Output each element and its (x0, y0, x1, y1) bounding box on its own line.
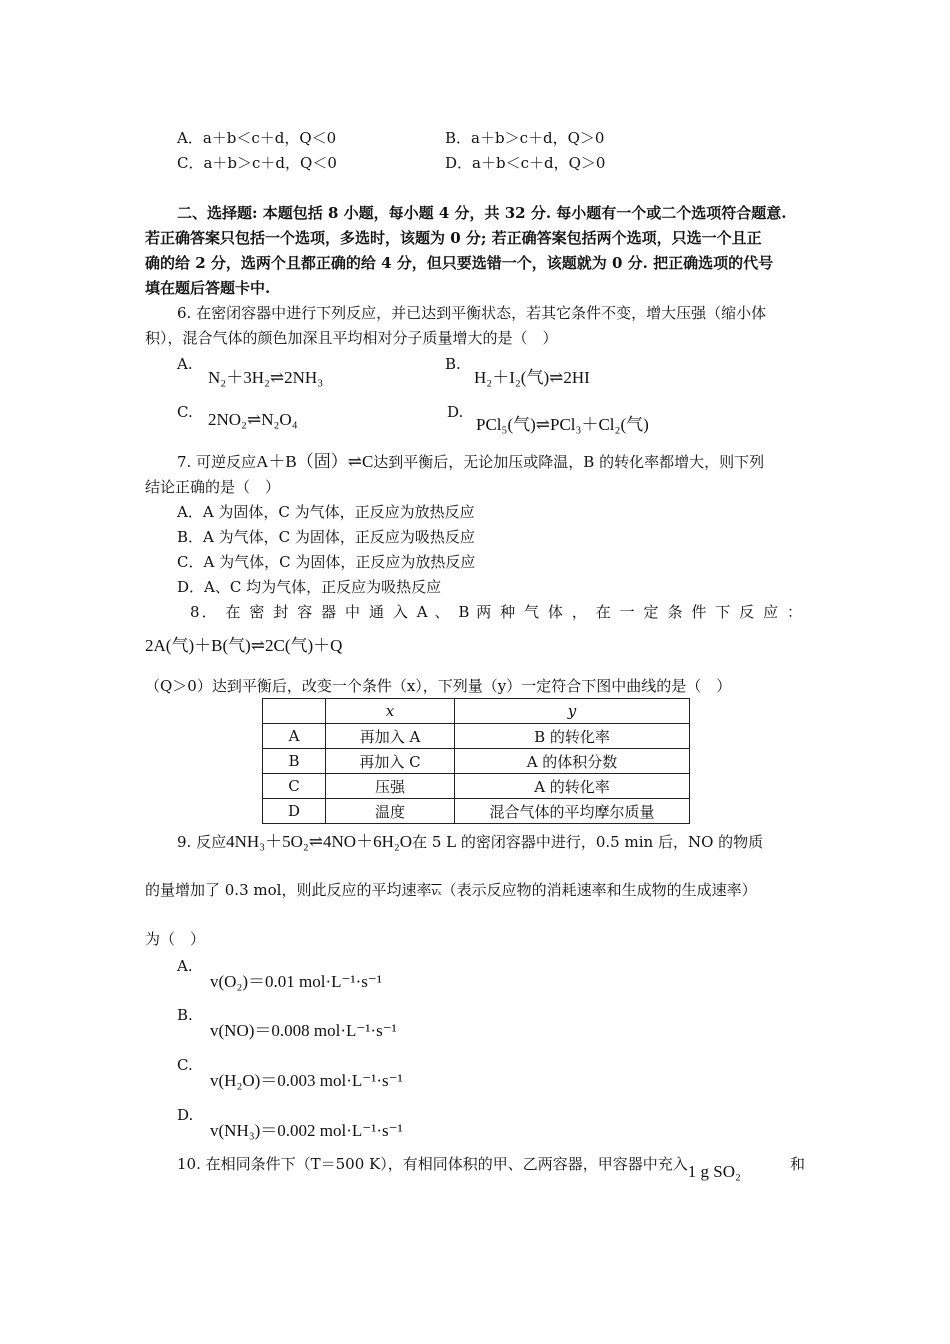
table-cell: C (263, 774, 326, 799)
q8-equation: 2A(气)＋B(气)⇌2C(气)＋Q (145, 636, 343, 655)
q10-amount: 1 g SO₂ (687, 1162, 741, 1181)
q5-option-a: A．a＋b＜c＋d，Q＜0 (177, 129, 337, 147)
section2-line4: 填在题后答题卡中. (145, 279, 271, 297)
q9-stem-line3: 为（ ） (145, 930, 206, 948)
q8-table (262, 698, 690, 824)
q9-stem-line1 (177, 832, 763, 852)
table-cell: 温度 (326, 799, 455, 824)
q6-stem-line2: 积），混合气体的颜色加深且平均相对分子质量增大的是（ ） (145, 329, 558, 347)
q6-label-a: A. (177, 355, 193, 373)
table-header-cell: y (455, 699, 690, 724)
section2-line1: 二、选择题: 本题包括 8 小题，每小题 4 分，共 32 分. 每小题有一个或二个选项符合题意. (177, 204, 787, 222)
q9-label-d: D. (177, 1106, 194, 1124)
q9-label-c: C. (177, 1056, 193, 1074)
table-header-cell (263, 699, 326, 724)
q6-equation-a: N₂＋3H₂⇌2NH₃ (208, 368, 324, 387)
q7-option-a: A．A 为固体，C 为气体，正反应为放热反应 (177, 503, 475, 521)
table-cell: B 的转化率 (455, 724, 690, 749)
q9-option-c: v(H₂O)＝0.003 mol·L⁻¹·s⁻¹ (210, 1071, 403, 1090)
table-row (263, 774, 690, 799)
table-cell: 压强 (326, 774, 455, 799)
table-row (263, 749, 690, 774)
q8-stem-line3: （Q＞0）达到平衡后，改变一个条件（x），下列量（y）一定符合下图中曲线的是（ ） (145, 677, 732, 695)
q9-suffix: 在 5 L 的密闭容器中进行，0.5 min 后，NO 的物质 (412, 833, 764, 851)
q8-stem-line1: 8． 在 密 封 容 器 中 通 入 A 、 B 两 种 气 体 ， 在 一 定 条 件 下 反 应 ： (190, 603, 802, 621)
section2-line2: 若正确答案只包括一个选项，多选时，该题为 0 分; 若正确答案包括两个选项，只选一个且正 (145, 229, 762, 247)
q7-prefix: 7. 可逆反应 (177, 453, 257, 471)
q9-prefix: 9. 反应 (177, 833, 227, 851)
q6-label-b: B. (445, 355, 461, 373)
table-header-cell: x (326, 699, 455, 724)
q7-stem-line2: 结论正确的是（ ） (145, 478, 281, 496)
q9-label-a: A. (177, 957, 193, 975)
table-cell: D (263, 799, 326, 824)
q7-option-b: B．A 为气体，C 为固体，正反应为吸热反应 (177, 528, 475, 546)
q9-option-d: v(NH₃)＝0.002 mol·L⁻¹·s⁻¹ (210, 1121, 403, 1140)
q9-option-b: v(NO)＝0.008 mol·L⁻¹·s⁻¹ (210, 1021, 397, 1040)
table-header-row (263, 699, 690, 724)
q5-option-c: C．a＋b＞c＋d，Q＜0 (177, 154, 337, 172)
table-cell: A (263, 724, 326, 749)
q9-stem-line2 (145, 880, 757, 902)
q9-option-a: v(O₂)＝0.01 mol·L⁻¹·s⁻¹ (210, 972, 382, 991)
q9-line2-a: 的量增加了 0.3 mol，则此反应的平均速率 (145, 881, 432, 899)
table-cell: B (263, 749, 326, 774)
q9-label-b: B. (177, 1006, 193, 1024)
q10-stem-line1 (177, 1154, 741, 1181)
table-cell: 再加入 A (326, 724, 455, 749)
q7-equation: A＋B（固）⇌C (256, 452, 374, 471)
q6-label-c: C. (177, 403, 193, 421)
table-cell: 再加入 C (326, 749, 455, 774)
q9-equation: 4NH₃＋5O₂⇌4NO＋6H₂O (226, 832, 413, 851)
q10-prefix: 10. 在相同条件下（T＝500 K），有相同体积的甲、乙两容器，甲容器中充入 (177, 1155, 688, 1173)
q5-option-b: B．a＋b＞c＋d，Q＞0 (445, 129, 605, 147)
table-cell: 混合气体的平均摩尔质量 (455, 799, 690, 824)
q5-option-d: D．a＋b＜c＋d，Q＞0 (445, 154, 606, 172)
q6-equation-b: H₂＋I₂(气)⇌2HI (474, 368, 590, 387)
table-cell: A 的体积分数 (455, 749, 690, 774)
table-cell: A 的转化率 (455, 774, 690, 799)
q7-option-d: D．A、C 均为气体，正反应为吸热反应 (177, 578, 442, 596)
q7-stem-line1 (177, 452, 764, 472)
q10-suffix: 和 (790, 1155, 806, 1173)
q6-equation-c: 2NO₂⇌N₂O₄ (208, 410, 298, 429)
q6-label-d: D. (447, 403, 464, 421)
q6-stem-line1: 6. 在密闭容器中进行下列反应，并已达到平衡状态，若其它条件不变，增大压强（缩小体 (177, 304, 767, 322)
section2-line3: 确的给 2 分，选两个且都正确的给 4 分，但只要选错一个，该题就为 0 分. 把正确选项的代号 (145, 254, 774, 272)
q7-suffix: 达到平衡后，无论加压或降温，B 的转化率都增大，则下列 (373, 453, 765, 471)
q9-line2-b: （表示反应物的消耗速率和生成物的生成速率） (441, 881, 757, 899)
table-row (263, 724, 690, 749)
q6-equation-d: PCl₅(气)⇌PCl₃＋Cl₂(气) (476, 415, 649, 434)
q7-option-c: C．A 为气体，C 为固体，正反应为放热反应 (177, 553, 476, 571)
table-row (263, 799, 690, 824)
q9-rate-symbol: $\overline{v_x}$ (431, 885, 442, 898)
